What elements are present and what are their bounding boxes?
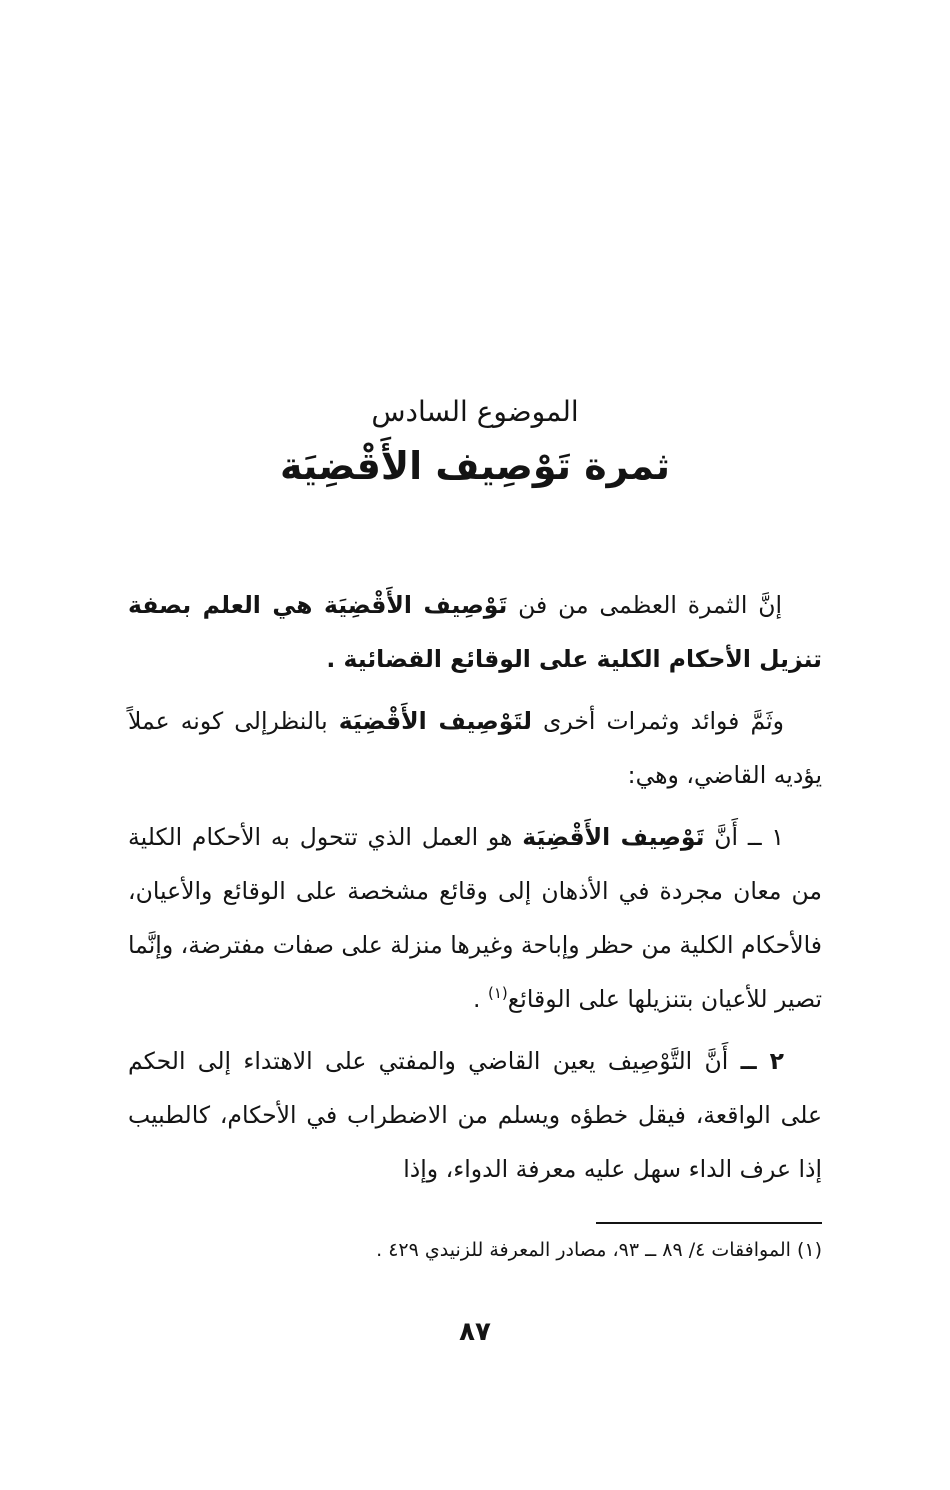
paragraph-1-bold: تَوْصِيف الأَقْضِيَة هي العلم بصفة تنزيل الأحكام الكلية على الوقائع القضائية . [128, 591, 822, 673]
paragraph-1-intro: إنَّ الثمرة العظمى من فن [507, 591, 782, 619]
paragraph-2-rest: بالنظرإلى كونه عملاً يؤديه القاضي، وهي: [128, 707, 822, 789]
paragraph-4-rest: أَنَّ التَّوْصِيف يعين القاضي والمفتي على الاهتداء إلى الحكم على الواقعة، فيقل خطؤه ويسلم من الاضطراب في الأحكام، كالطبيب إذا عرف الداء سهل عليه معرفة الدواء، وإذا [128, 1047, 822, 1183]
body-text [128, 578, 822, 1204]
paragraph-4 [128, 1034, 822, 1196]
paragraph-4-number: ٢ ــ [740, 1047, 784, 1075]
paragraph-1 [128, 578, 822, 686]
paragraph-3-end: . [473, 985, 488, 1013]
footnote: (١) الموافقات ٤/ ٨٩ ــ ٩٣، مصادر المعرفة للزنيدي ٤٢٩ . [376, 1239, 822, 1261]
paragraph-2-bold: لتَوْصِيف الأَقْضِيَة [338, 707, 532, 735]
chapter-heading [0, 388, 950, 496]
chapter-title: ثمرة تَوْصِيف الأَقْضِيَة [279, 444, 671, 488]
chapter-subtitle: الموضوع السادس [371, 395, 579, 428]
paragraph-3-bold: تَوْصِيف الأَقْضِيَة [522, 823, 705, 851]
page-number: ٨٧ [459, 1317, 491, 1347]
paragraph-3-number: ١ ــ أَنَّ [704, 823, 785, 851]
footnote-reference[interactable]: (١) [487, 984, 508, 1003]
paragraph-3 [128, 810, 822, 1026]
paragraph-2-intro: وثَمَّ فوائد وثمرات أخرى [531, 707, 784, 735]
footnote-divider [596, 1222, 822, 1224]
paragraph-2 [128, 694, 822, 802]
paragraph-3-rest: هو العمل الذي تتحول به الأحكام الكلية من معان مجردة في الأذهان إلى وقائع مشخصة على الوقائع والأعيان، فالأحكام الكلية من حظر وإباحة وغيرها منزلة على صفات مفترضة، وإنَّما تصير للأعيان بتنزيلها على الوقائع [128, 823, 822, 1013]
